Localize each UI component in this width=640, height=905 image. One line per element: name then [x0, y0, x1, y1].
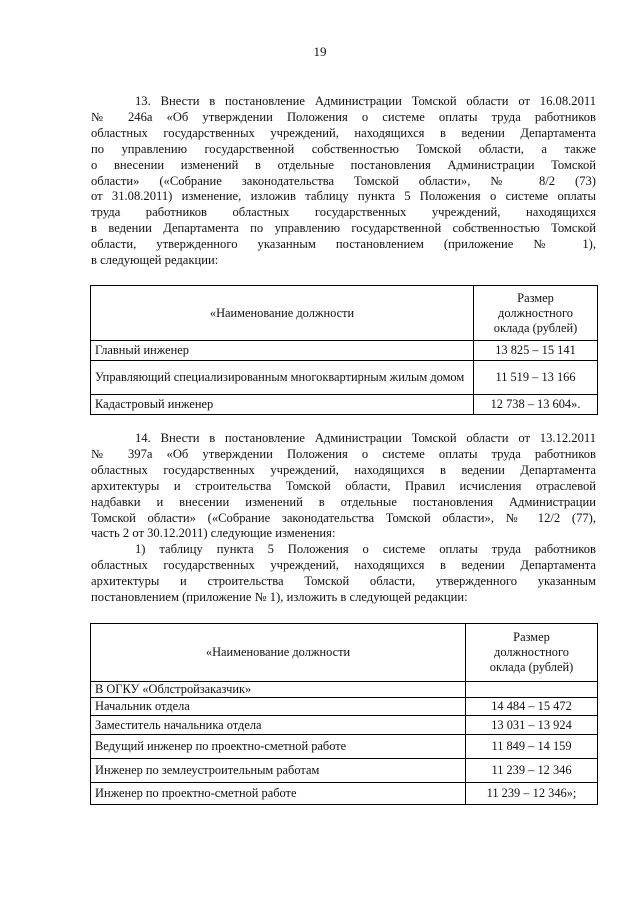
header-size-line: оклада (рублей): [493, 320, 578, 335]
salary-range: 12 738 – 13 604».: [474, 395, 598, 415]
header-salary-size: [466, 624, 598, 682]
text-line: труда работников областных государственных учреждений, находящихся: [91, 205, 596, 220]
text-line: № 246а «Об утверждении Положения о системе оплаты труда работников: [91, 109, 596, 124]
text-line: 14. Внести в постановление Администрации Томской области от 13.12.2011: [135, 431, 596, 445]
table-row: [91, 783, 598, 805]
text-line: областных государственных учреждений, находящихся в ведении Департамента: [91, 462, 596, 477]
text-line: областных государственных учреждений, находящихся в ведении Департамента: [91, 558, 596, 573]
text-line: области, утвержденного указанным постановлением (приложение № 1),: [91, 237, 596, 252]
text-line: Томской области» («Собрание законодательства Томской области», № 12/2 (77),: [91, 510, 596, 525]
text-line: в следующей редакции:: [91, 253, 219, 268]
position-name: Начальник отдела: [91, 698, 466, 716]
header-position-name: «Наименование должности: [91, 624, 466, 682]
text-line: области» («Собрание законодательства Томской области», № 8/2 (73): [91, 173, 596, 188]
page-number: 19: [313, 44, 327, 59]
header-size-line: Размер: [517, 290, 554, 305]
position-name: Инженер по проектно-сметной работе: [91, 783, 466, 805]
text-line: по управлению государственной собственностью Томской области, а также: [91, 141, 596, 156]
header-size-line: оклада (рублей): [489, 660, 574, 674]
table-row: [91, 759, 598, 783]
header-size-line: должностного: [498, 305, 573, 320]
position-name: Управляющий специализированным многоквартирным жилым домом: [91, 361, 474, 395]
salary-table-2: [90, 623, 598, 805]
table-row: [91, 698, 598, 716]
text-line: надбавки и внесении изменений в отдельные постановления Администрации: [91, 494, 596, 509]
section-13-paragraph: [91, 94, 596, 269]
text-line: от 31.08.2011) изменение, изложив таблицу пункта 5 Положения о системе оплаты: [91, 189, 596, 204]
salary-range: 14 484 – 15 472: [466, 698, 598, 716]
salary-range: 13 031 – 13 924: [466, 716, 598, 735]
text-line: областных государственных учреждений, находящихся в ведении Департамента: [91, 125, 596, 140]
position-name: Заместитель начальника отдела: [91, 716, 466, 735]
text-line: архитектуры и строительства Томской области, Правил исчисления отраслевой: [91, 478, 596, 493]
header-size-line: должностного: [494, 645, 569, 659]
text-line: о внесении изменений в отдельные постановления Администрации Томской: [91, 157, 596, 172]
salary-range: 11 849 – 14 159: [466, 735, 598, 759]
salary-range: 11 519 – 13 166: [474, 361, 598, 395]
header-size-line: Размер: [513, 630, 550, 644]
header-salary-size: [474, 286, 598, 341]
organization-name: В ОГКУ «Облстройзаказчик»: [91, 682, 466, 698]
salary-range: 13 825 – 15 141: [474, 341, 598, 361]
table-row: [91, 341, 598, 361]
table-row: [91, 361, 598, 395]
text-line: 13. Внести в постановление Администрации Томской области от 16.08.2011: [135, 94, 596, 108]
salary-table-1: [90, 285, 598, 415]
text-line: постановлением (приложение № 1), изложить в следующей редакции:: [91, 590, 468, 605]
text-line: 1) таблицу пункта 5 Положения о системе оплаты труда работников: [135, 542, 596, 557]
section-14-paragraph: [91, 431, 596, 606]
position-name: Инженер по землеустроительным работам: [91, 759, 466, 783]
table-row: [91, 716, 598, 735]
text-line: в ведении Департамента по управлению государственной собственностью Томской: [91, 221, 596, 236]
header-position-name: «Наименование должности: [91, 286, 474, 341]
table-group-row: [91, 682, 598, 698]
salary-range: 11 239 – 12 346»;: [466, 783, 598, 805]
text-line: часть 2 от 30.12.2011) следующие изменения:: [91, 526, 336, 541]
empty-cell: [466, 682, 598, 698]
text-line: № 397а «Об утверждении Положения о системе оплаты труда работников: [91, 446, 596, 461]
position-name: Главный инженер: [91, 341, 474, 361]
table-header-row: [91, 624, 598, 682]
text-line: архитектуры и строительства Томской области, утвержденного указанным: [91, 574, 596, 589]
salary-range: 11 239 – 12 346: [466, 759, 598, 783]
table-header-row: [91, 286, 598, 341]
position-name: Ведущий инженер по проектно-сметной работе: [91, 735, 466, 759]
table-row: [91, 735, 598, 759]
table-row: [91, 395, 598, 415]
position-name: Кадастровый инженер: [91, 395, 474, 415]
